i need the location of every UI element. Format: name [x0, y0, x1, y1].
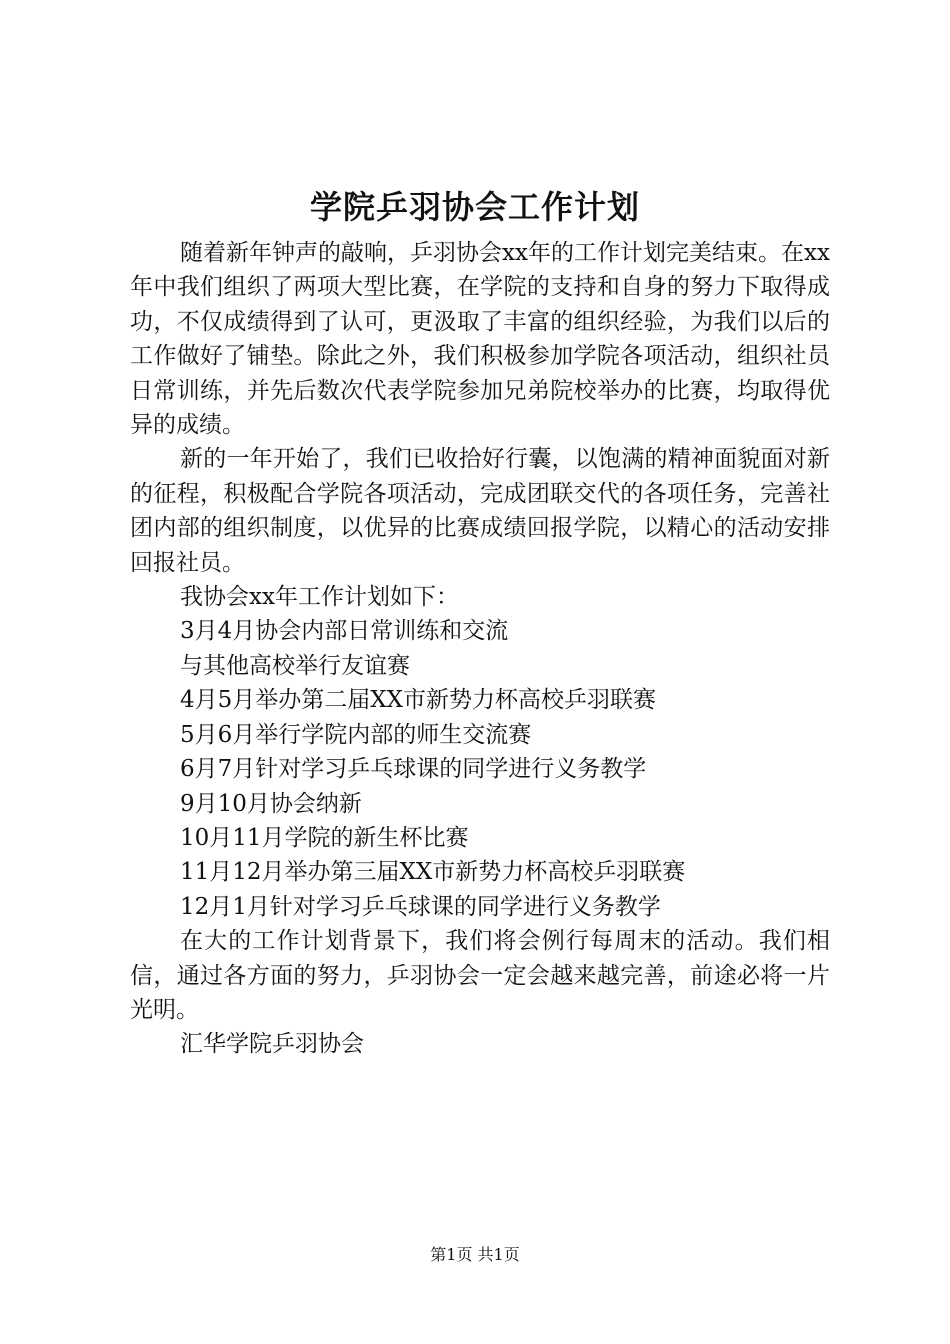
plan-item: 5月6月举行学院内部的师生交流赛: [180, 721, 532, 748]
plan-intro: 我协会xx年工作计划如下：: [180, 584, 459, 611]
plan-item: 11月12月举办第三届XX市新势力杯高校乒羽联赛: [180, 859, 686, 886]
plan-item: 与其他高校举行友谊赛: [180, 652, 410, 679]
document-body: [130, 236, 830, 1062]
plan-item: 12月1月针对学习乒乓球课的同学进行义务教学: [180, 893, 661, 920]
plan-item: 10月11月学院的新生杯比赛: [180, 824, 469, 851]
plan-item: 6月7月针对学习乒乓球课的同学进行义务教学: [180, 756, 647, 783]
closing-paragraph: 在大的工作计划背景下，我们将会例行每周末的活动。我们相信，通过各方面的努力，乒羽协会一定会越来越完善，前途必将一片光明。: [130, 928, 830, 1023]
page-footer: 第1页 共1页: [430, 1245, 520, 1264]
document-title: 学院乒羽协会工作计划: [309, 188, 640, 226]
plan-item: 3月4月协会内部日常训练和交流: [180, 618, 509, 645]
plan-item: 9月10月协会纳新: [180, 790, 362, 817]
new-year-paragraph: 新的一年开始了，我们已收拾好行囊，以饱满的精神面貌面对新的征程，积极配合学院各项活动，完成团联交代的各项任务，完善社团内部的组织制度，以优异的比赛成绩回报学院，以精心的活动安排回报社员。: [130, 446, 830, 576]
signature: 汇华学院乒羽协会: [180, 1031, 364, 1058]
intro-paragraph: 随着新年钟声的敲响，乒羽协会xx年的工作计划完美结束。在xx年中我们组织了两项大型比赛，在学院的支持和自身的努力下取得成功，不仅成绩得到了认可，更汲取了丰富的组织经验，为我们以后的工作做好了铺垫。除此之外，我们积极参加学院各项活动，组织社员日常训练，并先后数次代表学院参加兄弟院校举办的比赛，均取得优异的成绩。: [130, 240, 830, 439]
plan-item: 4月5月举办第二届XX市新势力杯高校乒羽联赛: [180, 687, 657, 714]
